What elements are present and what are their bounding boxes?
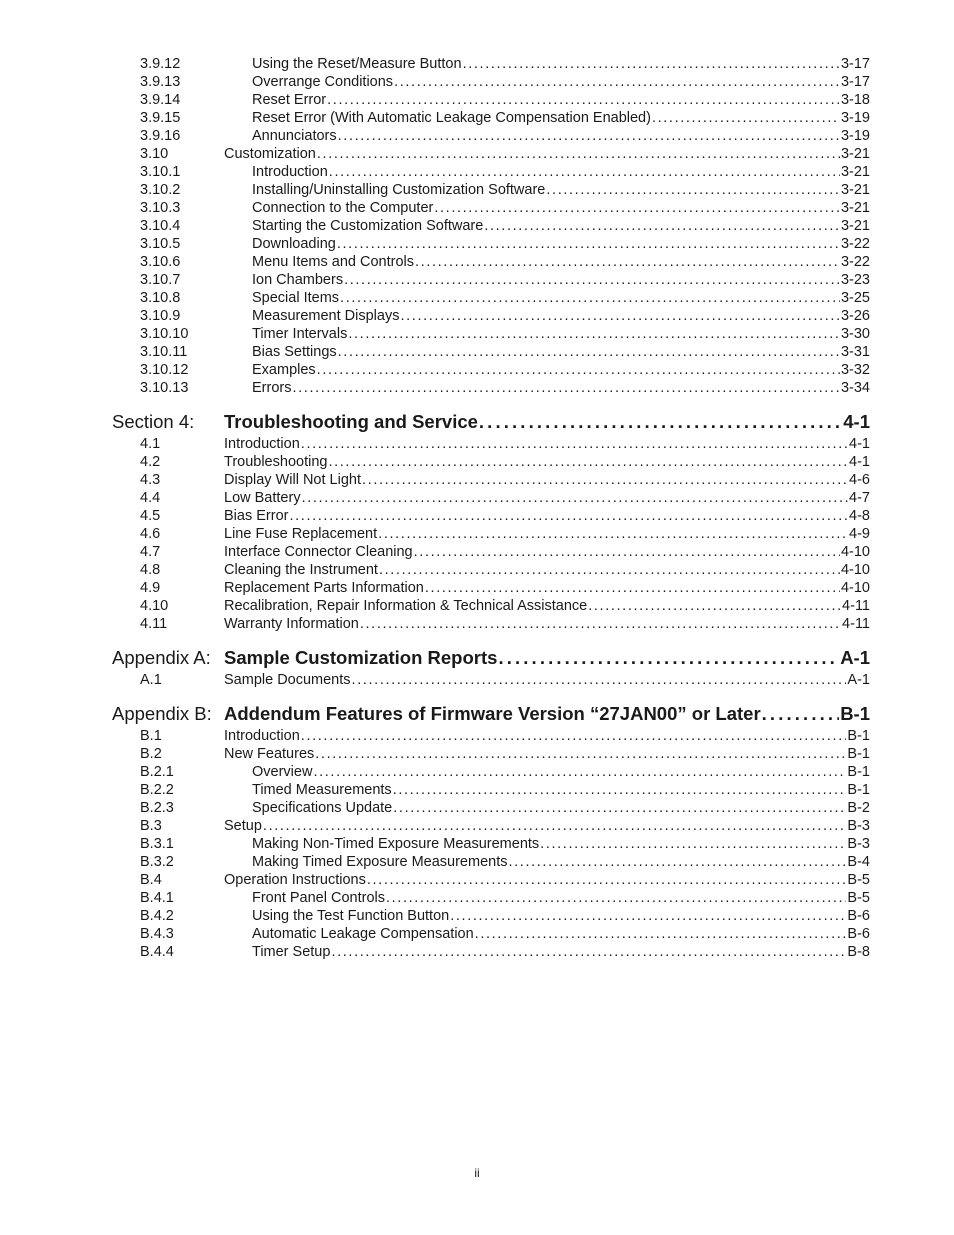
toc-entry[interactable] bbox=[112, 109, 870, 127]
section-title: Addendum Features of Firmware Version “27JAN00” or Later bbox=[224, 703, 761, 724]
toc-entry-title: Specifications Update bbox=[252, 800, 393, 816]
toc-entry-page: 4-10 bbox=[840, 562, 870, 578]
toc-entry-page: 3-26 bbox=[840, 308, 870, 324]
toc-entry[interactable] bbox=[112, 289, 870, 307]
dot-leader bbox=[362, 471, 848, 489]
toc-entry-title: Bias Error bbox=[224, 508, 289, 524]
dot-leader bbox=[379, 561, 840, 579]
dot-leader bbox=[393, 781, 847, 799]
toc-entry-number: 3.10.2 bbox=[140, 182, 181, 198]
toc-entry[interactable] bbox=[112, 561, 870, 579]
toc-entry-page: B-1 bbox=[847, 728, 870, 744]
toc-entry-page: B-5 bbox=[847, 890, 870, 906]
toc-entry-title: Low Battery bbox=[224, 490, 301, 506]
toc-entry-page: 4-11 bbox=[842, 616, 870, 632]
toc-entry-page: 3-21 bbox=[840, 146, 870, 162]
toc-entry-page: 4-9 bbox=[849, 526, 870, 542]
dot-leader bbox=[338, 343, 840, 361]
toc-entry-page: B-1 bbox=[847, 764, 870, 780]
dot-leader bbox=[762, 701, 840, 727]
toc-entry-line bbox=[224, 543, 870, 561]
toc-entry-title: Warranty Information bbox=[224, 616, 359, 632]
dot-leader bbox=[360, 615, 841, 633]
toc-entry-line bbox=[224, 525, 870, 543]
toc-entry-title: Overrange Conditions bbox=[252, 74, 394, 90]
toc-entry[interactable] bbox=[112, 199, 870, 217]
toc-entry-line bbox=[224, 597, 870, 615]
section-label: Section 4: bbox=[112, 411, 195, 432]
dot-leader bbox=[292, 379, 839, 397]
toc-entry-number: 4.3 bbox=[140, 472, 161, 488]
section-title: Troubleshooting and Service bbox=[224, 411, 478, 432]
dot-leader bbox=[498, 645, 839, 671]
page-number: ii bbox=[474, 1166, 480, 1180]
toc-entry-line bbox=[252, 289, 870, 307]
toc-entry[interactable] bbox=[112, 525, 870, 543]
section-heading-line bbox=[224, 409, 870, 435]
toc-entry[interactable] bbox=[112, 181, 870, 199]
toc-entry[interactable] bbox=[112, 925, 870, 943]
section-label: Appendix A: bbox=[112, 647, 211, 668]
toc-entry-number: B.4 bbox=[140, 872, 162, 888]
toc-entry[interactable] bbox=[112, 507, 870, 525]
toc-entry-page: 4-6 bbox=[849, 472, 870, 488]
toc-entry-number: 3.9.14 bbox=[140, 92, 181, 108]
toc-entry-page: B-3 bbox=[847, 818, 870, 834]
dot-leader bbox=[386, 889, 846, 907]
toc-entry-page: 3-31 bbox=[840, 344, 870, 360]
toc-entry-number: B.2.2 bbox=[140, 782, 174, 798]
toc-entry-title: Automatic Leakage Compensation bbox=[252, 926, 474, 942]
toc-entry-title: Timed Measurements bbox=[252, 782, 392, 798]
toc-entry-number: 3.10.10 bbox=[140, 326, 189, 342]
dot-leader bbox=[317, 145, 840, 163]
toc-entry-line bbox=[252, 55, 870, 73]
toc-entry-line bbox=[224, 453, 870, 471]
toc-entry-number: 4.7 bbox=[140, 544, 161, 560]
toc-entry-number: 4.6 bbox=[140, 526, 161, 542]
toc-entry[interactable] bbox=[112, 343, 870, 361]
toc-entry-line bbox=[252, 361, 870, 379]
toc-entry-line bbox=[252, 763, 870, 781]
toc-entry-page: 4-10 bbox=[840, 580, 870, 596]
dot-leader bbox=[393, 799, 846, 817]
toc-entry-line bbox=[224, 471, 870, 489]
toc-entry-line bbox=[252, 199, 870, 217]
toc-entry-line bbox=[224, 507, 870, 525]
toc-entry[interactable] bbox=[112, 73, 870, 91]
toc-entry-page: B-6 bbox=[847, 926, 870, 942]
dot-leader bbox=[338, 127, 840, 145]
toc-entry-title: Reset Error bbox=[252, 92, 327, 108]
toc-entry[interactable] bbox=[112, 435, 870, 453]
toc-entry-title: Connection to the Computer bbox=[252, 200, 434, 216]
toc-entry-page: 3-23 bbox=[840, 272, 870, 288]
toc-entry[interactable] bbox=[112, 727, 870, 745]
toc-entry-line bbox=[252, 889, 870, 907]
toc-entry-number: 3.9.13 bbox=[140, 74, 181, 90]
toc-entry-page: 3-17 bbox=[840, 74, 870, 90]
toc-entry-number: 3.10.8 bbox=[140, 290, 181, 306]
spacer bbox=[112, 633, 870, 645]
toc-entry[interactable] bbox=[112, 597, 870, 615]
toc-entry-line bbox=[224, 727, 870, 745]
dot-leader bbox=[263, 817, 847, 835]
dot-leader bbox=[348, 325, 840, 343]
toc-entry-number: 3.10.12 bbox=[140, 362, 189, 378]
toc-entry-title: Overview bbox=[252, 764, 313, 780]
toc-entry-page: 3-30 bbox=[840, 326, 870, 342]
toc-entry-number: 4.5 bbox=[140, 508, 161, 524]
dot-leader bbox=[652, 109, 840, 127]
toc-entry-number: 4.11 bbox=[140, 616, 168, 632]
dot-leader bbox=[327, 91, 840, 109]
toc-entry-number: 3.9.16 bbox=[140, 128, 181, 144]
section-title: Sample Customization Reports bbox=[224, 647, 498, 668]
toc-entry[interactable] bbox=[112, 871, 870, 889]
toc-entry-title: Front Panel Controls bbox=[252, 890, 385, 906]
toc-entry-line bbox=[252, 835, 870, 853]
toc-entry[interactable] bbox=[112, 853, 870, 871]
toc-entry-page: 3-21 bbox=[840, 164, 870, 180]
toc-entry[interactable] bbox=[112, 889, 870, 907]
toc-entry-number: 3.10.6 bbox=[140, 254, 181, 270]
toc-entry-number: 4.4 bbox=[140, 490, 161, 506]
dot-leader bbox=[484, 217, 840, 235]
toc-entry[interactable] bbox=[112, 835, 870, 853]
toc-entry-page: 3-21 bbox=[840, 218, 870, 234]
toc-entry-title: Operation Instructions bbox=[224, 872, 366, 888]
toc-entry-title: Making Timed Exposure Measurements bbox=[252, 854, 508, 870]
toc-entry-number: 3.10.4 bbox=[140, 218, 181, 234]
dot-leader bbox=[479, 409, 842, 435]
toc-entry[interactable] bbox=[112, 615, 870, 633]
dot-leader bbox=[450, 907, 846, 925]
toc-entry-line bbox=[252, 217, 870, 235]
toc-entry[interactable] bbox=[112, 781, 870, 799]
toc-entry-title: Line Fuse Replacement bbox=[224, 526, 378, 542]
toc-entry-title: Installing/Uninstalling Customization Software bbox=[252, 182, 546, 198]
toc-entry[interactable] bbox=[112, 943, 870, 961]
toc-entry[interactable] bbox=[112, 235, 870, 253]
toc-entry-line bbox=[252, 799, 870, 817]
toc-entry-title: Setup bbox=[224, 818, 262, 834]
dot-leader bbox=[340, 289, 840, 307]
dot-leader bbox=[337, 235, 840, 253]
toc-entry-number: 3.10.1 bbox=[140, 164, 181, 180]
spacer bbox=[112, 397, 870, 409]
toc-entry-title: Introduction bbox=[224, 728, 300, 744]
table-of-contents bbox=[112, 55, 870, 961]
toc-entry-title: Sample Documents bbox=[224, 672, 351, 688]
toc-entry-number: B.4.3 bbox=[140, 926, 174, 942]
toc-entry-title: Examples bbox=[252, 362, 316, 378]
toc-entry-number: 3.10.5 bbox=[140, 236, 181, 252]
toc-entry-title: Measurement Displays bbox=[252, 308, 400, 324]
toc-entry-page: B-1 bbox=[847, 746, 870, 762]
toc-entry-title: Introduction bbox=[224, 436, 300, 452]
toc-entry[interactable] bbox=[112, 145, 870, 163]
toc-entry-page: 3-34 bbox=[840, 380, 870, 396]
toc-entry-title: Reset Error (With Automatic Leakage Compensation Enabled) bbox=[252, 110, 651, 126]
toc-entry-page: 4-11 bbox=[842, 598, 870, 614]
dot-leader bbox=[463, 55, 840, 73]
toc-entry-title: Timer Setup bbox=[252, 944, 331, 960]
toc-entry-line bbox=[252, 307, 870, 325]
toc-entry-line bbox=[224, 145, 870, 163]
toc-entry-line bbox=[224, 435, 870, 453]
toc-entry-title: Errors bbox=[252, 380, 292, 396]
toc-entry-line bbox=[224, 871, 870, 889]
toc-entry-number: 4.8 bbox=[140, 562, 161, 578]
toc-entry-line bbox=[252, 271, 870, 289]
toc-entry-page: 4-1 bbox=[849, 454, 870, 470]
toc-group-appendix-a bbox=[112, 671, 870, 689]
toc-entry-number: B.4.4 bbox=[140, 944, 174, 960]
toc-entry-page: 3-21 bbox=[840, 182, 870, 198]
dot-leader bbox=[329, 163, 840, 181]
dot-leader bbox=[508, 853, 846, 871]
toc-entry-page: 3-19 bbox=[840, 110, 870, 126]
toc-entry-title: Cleaning the Instrument bbox=[224, 562, 378, 578]
toc-entry-line bbox=[252, 91, 870, 109]
dot-leader bbox=[302, 489, 848, 507]
toc-group-appendix-b bbox=[112, 727, 870, 961]
toc-entry-number: B.2.3 bbox=[140, 800, 174, 816]
toc-entry-line bbox=[252, 73, 870, 91]
toc-entry[interactable] bbox=[112, 325, 870, 343]
toc-entry-line bbox=[252, 853, 870, 871]
toc-group-chapter3 bbox=[112, 55, 870, 397]
dot-leader bbox=[475, 925, 847, 943]
dot-leader bbox=[331, 943, 846, 961]
toc-entry-number: B.3 bbox=[140, 818, 162, 834]
toc-entry-page: 3-22 bbox=[840, 236, 870, 252]
dot-leader bbox=[301, 727, 847, 745]
toc-entry-number: 4.1 bbox=[140, 436, 161, 452]
toc-entry[interactable] bbox=[112, 271, 870, 289]
section-page: B-1 bbox=[840, 703, 870, 724]
toc-entry-number: 3.10 bbox=[140, 146, 169, 162]
toc-entry-title: Menu Items and Controls bbox=[252, 254, 414, 270]
dot-leader bbox=[400, 307, 839, 325]
dot-leader bbox=[313, 763, 846, 781]
toc-entry-number: B.4.1 bbox=[140, 890, 174, 906]
toc-entry-page: 3-21 bbox=[840, 200, 870, 216]
toc-entry[interactable] bbox=[112, 543, 870, 561]
toc-entry-page: 4-1 bbox=[849, 436, 870, 452]
toc-entry-line bbox=[224, 671, 870, 689]
toc-entry-line bbox=[252, 379, 870, 397]
toc-entry-line bbox=[252, 325, 870, 343]
dot-leader bbox=[546, 181, 840, 199]
toc-entry-number: B.3.2 bbox=[140, 854, 174, 870]
toc-entry-page: B-6 bbox=[847, 908, 870, 924]
toc-entry-title: Starting the Customization Software bbox=[252, 218, 484, 234]
section-heading-line bbox=[224, 645, 870, 671]
dot-leader bbox=[344, 271, 840, 289]
toc-entry-line bbox=[252, 235, 870, 253]
dot-leader bbox=[394, 73, 840, 91]
section-label: Appendix B: bbox=[112, 703, 212, 724]
toc-entry-title: Troubleshooting bbox=[224, 454, 328, 470]
spacer bbox=[112, 689, 870, 701]
dot-leader bbox=[415, 253, 840, 271]
toc-entry-page: 4-7 bbox=[849, 490, 870, 506]
toc-entry-line bbox=[224, 561, 870, 579]
toc-entry-page: 4-10 bbox=[840, 544, 870, 560]
toc-entry-page: B-8 bbox=[847, 944, 870, 960]
toc-entry-title: Bias Settings bbox=[252, 344, 337, 360]
dot-leader bbox=[425, 579, 840, 597]
toc-entry-page: 3-17 bbox=[840, 56, 870, 72]
dot-leader bbox=[588, 597, 841, 615]
toc-entry-line bbox=[252, 181, 870, 199]
toc-entry-number: 3.10.3 bbox=[140, 200, 181, 216]
toc-entry-line bbox=[224, 817, 870, 835]
toc-entry[interactable] bbox=[112, 471, 870, 489]
dot-leader bbox=[301, 435, 848, 453]
toc-entry-title: Customization bbox=[224, 146, 316, 162]
toc-entry-page: B-5 bbox=[847, 872, 870, 888]
section-page: A-1 bbox=[840, 647, 870, 668]
toc-entry-page: B-2 bbox=[847, 800, 870, 816]
toc-entry-number: B.4.2 bbox=[140, 908, 174, 924]
dot-leader bbox=[414, 543, 840, 561]
section-heading-4[interactable] bbox=[112, 409, 870, 435]
toc-entry-page: B-4 bbox=[847, 854, 870, 870]
toc-entry-line bbox=[252, 781, 870, 799]
toc-entry[interactable] bbox=[112, 579, 870, 597]
toc-entry[interactable] bbox=[112, 127, 870, 145]
section-page: 4-1 bbox=[843, 411, 870, 432]
toc-entry[interactable] bbox=[112, 361, 870, 379]
dot-leader bbox=[317, 361, 840, 379]
toc-entry-number: 3.9.12 bbox=[140, 56, 181, 72]
toc-entry-line bbox=[252, 127, 870, 145]
toc-entry-line bbox=[252, 163, 870, 181]
toc-entry-number: 4.2 bbox=[140, 454, 161, 470]
toc-entry-line bbox=[252, 343, 870, 361]
toc-entry-title: Making Non-Timed Exposure Measurements bbox=[252, 836, 540, 852]
toc-entry-title: Ion Chambers bbox=[252, 272, 344, 288]
toc-entry-number: 3.10.9 bbox=[140, 308, 181, 324]
section-heading-appendix-b[interactable] bbox=[112, 701, 870, 727]
toc-entry-line bbox=[252, 925, 870, 943]
toc-entry-title: Interface Connector Cleaning bbox=[224, 544, 413, 560]
toc-entry[interactable] bbox=[112, 763, 870, 781]
toc-entry-title: Timer Intervals bbox=[252, 326, 348, 342]
toc-entry-page: 3-32 bbox=[840, 362, 870, 378]
dot-leader bbox=[378, 525, 848, 543]
toc-entry-title: Special Items bbox=[252, 290, 340, 306]
toc-entry-line bbox=[252, 907, 870, 925]
toc-entry-line bbox=[224, 745, 870, 763]
toc-entry-line bbox=[252, 253, 870, 271]
section-heading-line bbox=[224, 701, 870, 727]
toc-entry-line bbox=[224, 579, 870, 597]
dot-leader bbox=[434, 199, 840, 217]
toc-entry-title: Replacement Parts Information bbox=[224, 580, 424, 596]
toc-entry-page: 3-22 bbox=[840, 254, 870, 270]
toc-entry[interactable] bbox=[112, 799, 870, 817]
toc-entry[interactable] bbox=[112, 55, 870, 73]
toc-entry-line bbox=[252, 943, 870, 961]
toc-entry[interactable] bbox=[112, 163, 870, 181]
toc-entry-title: Downloading bbox=[252, 236, 336, 252]
toc-entry-page: B-3 bbox=[847, 836, 870, 852]
toc-entry-title: Using the Test Function Button bbox=[252, 908, 450, 924]
toc-entry-number: 3.10.11 bbox=[140, 344, 188, 360]
toc-entry-title: Display Will Not Light bbox=[224, 472, 361, 488]
toc-entry[interactable] bbox=[112, 91, 870, 109]
toc-entry[interactable] bbox=[112, 253, 870, 271]
toc-entry-number: B.2 bbox=[140, 746, 162, 762]
toc-entry-number: 3.10.7 bbox=[140, 272, 181, 288]
toc-entry[interactable] bbox=[112, 453, 870, 471]
dot-leader bbox=[367, 871, 847, 889]
toc-entry-number: B.3.1 bbox=[140, 836, 174, 852]
toc-entry-title: Using the Reset/Measure Button bbox=[252, 56, 462, 72]
toc-entry[interactable] bbox=[112, 217, 870, 235]
toc-entry-title: Recalibration, Repair Information & Technical Assistance bbox=[224, 598, 588, 614]
toc-entry-title: Introduction bbox=[252, 164, 328, 180]
toc-entry-line bbox=[224, 489, 870, 507]
toc-entry[interactable] bbox=[112, 671, 870, 689]
toc-entry-number: 4.9 bbox=[140, 580, 161, 596]
toc-entry[interactable] bbox=[112, 379, 870, 397]
dot-leader bbox=[315, 745, 846, 763]
toc-entry-page: 3-19 bbox=[840, 128, 870, 144]
toc-entry-number: 4.10 bbox=[140, 598, 169, 614]
toc-entry-number: B.1 bbox=[140, 728, 162, 744]
dot-leader bbox=[289, 507, 848, 525]
toc-entry-page: 3-25 bbox=[840, 290, 870, 306]
dot-leader bbox=[352, 671, 847, 689]
toc-entry-number: 3.10.13 bbox=[140, 380, 189, 396]
toc-entry[interactable] bbox=[112, 307, 870, 325]
toc-entry[interactable] bbox=[112, 489, 870, 507]
dot-leader bbox=[328, 453, 848, 471]
toc-entry[interactable] bbox=[112, 817, 870, 835]
toc-entry-title: Annunciators bbox=[252, 128, 337, 144]
toc-entry-page: 4-8 bbox=[849, 508, 870, 524]
toc-entry-number: B.2.1 bbox=[140, 764, 174, 780]
toc-entry[interactable] bbox=[112, 745, 870, 763]
toc-entry-number: 3.9.15 bbox=[140, 110, 181, 126]
toc-entry[interactable] bbox=[112, 907, 870, 925]
toc-entry-page: 3-18 bbox=[840, 92, 870, 108]
toc-entry-title: New Features bbox=[224, 746, 315, 762]
toc-entry-page: A-1 bbox=[847, 672, 870, 688]
toc-entry-line bbox=[224, 615, 870, 633]
toc-entry-line bbox=[252, 109, 870, 127]
section-heading-appendix-a[interactable] bbox=[112, 645, 870, 671]
toc-entry-number: A.1 bbox=[140, 672, 162, 688]
toc-group-section4 bbox=[112, 435, 870, 633]
dot-leader bbox=[540, 835, 846, 853]
toc-entry-page: B-1 bbox=[847, 782, 870, 798]
